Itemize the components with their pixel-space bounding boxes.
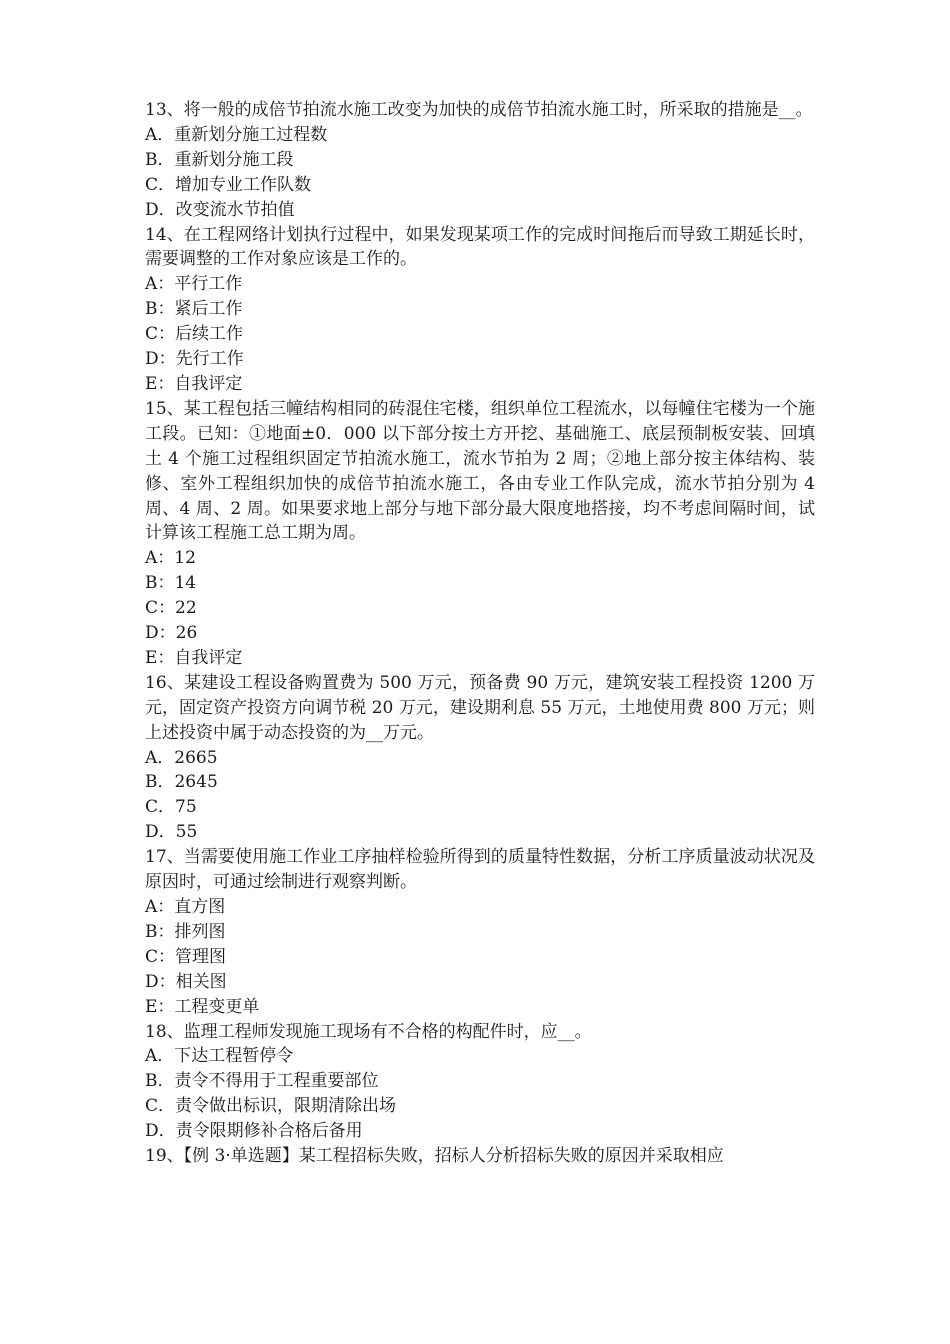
option-d: D．改变流水节拍值 (145, 199, 295, 220)
option-b: B．责令不得用于工程重要部位 (145, 1071, 379, 1092)
option-e: E：自我评定 (145, 373, 243, 394)
option-c: C：管理图 (145, 946, 227, 967)
option-b: B：排列图 (145, 921, 226, 942)
option-b: B：紧后工作 (145, 299, 243, 320)
question-stem: 18、监理工程师发现施工现场有不合格的构配件时，应__。 (145, 1021, 592, 1042)
question-stem: 16、某建设工程设备购置费为 500 万元，预备费 90 万元，建筑安装工程投资 1200 万元，固定资产投资方向调节税 20 万元，建设期利息 55 万元，土地使用费 800 万元；则上述投资中属于动态投资的为__万元。 (145, 672, 815, 743)
option-a: A．下达工程暂停令 (145, 1046, 294, 1067)
option-c: C．75 (145, 797, 197, 818)
question-15 (145, 397, 815, 671)
option-d: D：26 (145, 623, 198, 644)
question-16 (145, 671, 815, 845)
question-stem: 13、将一般的成倍节拍流水施工改变为加快的成倍节拍流水施工时，所采取的措施是__。 (145, 100, 813, 120)
option-b: B．2645 (145, 772, 218, 793)
option-e: E：自我评定 (145, 647, 243, 668)
option-a: A：12 (145, 548, 196, 569)
option-c: C：后续工作 (145, 324, 244, 345)
question-stem: 15、某工程包括三幢结构相同的砖混住宅楼，组织单位工程流水，以每幢住宅楼为一个施工段。已知：①地面±0．000 以下部分按土方开挖、基础施工、底层预制板安装、回填土 4 个施工过程组织固定节拍流水施工，流水节拍为 2 周；②地上部分按主体结构、装修、室外工程组织加快的成倍节拍流水施工，各由专业工作队完成，流水节拍分别为 4 周、4 周、2 周。如果要求地上部分与地下部分最大限度地搭接，均不考虑间隔时间，试计算该工程施工总工期为周。 (145, 398, 815, 544)
option-b: B：14 (145, 573, 197, 594)
option-a: A．2665 (145, 747, 218, 768)
option-b: B．重新划分施工段 (145, 149, 294, 170)
option-a: A．重新划分施工过程数 (145, 124, 328, 145)
question-13 (145, 98, 815, 223)
option-d: D：先行工作 (145, 349, 244, 370)
question-stem: 19、【例 3·单选题】某工程招标失败，招标人分析招标失败的原因并采取相应 (145, 1146, 724, 1167)
option-a: A：平行工作 (145, 274, 243, 295)
option-d: D．责令限期修补合格后备用 (145, 1121, 363, 1142)
question-17 (145, 845, 815, 1019)
option-e: E：工程变更单 (145, 996, 260, 1017)
question-18 (145, 1020, 815, 1145)
option-c: C：22 (145, 598, 197, 619)
option-d: D．55 (145, 822, 198, 843)
question-14 (145, 223, 815, 397)
option-c: C．增加专业工作队数 (145, 174, 312, 195)
question-stem: 17、当需要使用施工作业工序抽样检验所得到的质量特性数据，分析工序质量波动状况及原因时，可通过绘制进行观察判断。 (145, 847, 815, 893)
question-19 (145, 1144, 815, 1169)
option-a: A：直方图 (145, 897, 226, 917)
question-stem: 14、在工程网络计划执行过程中，如果发现某项工作的完成时间拖后而导致工期延长时，需要调整的工作对象应该是工作的。 (145, 224, 815, 270)
option-d: D：相关图 (145, 971, 227, 992)
question-list (145, 98, 815, 1169)
option-c: C．责令做出标识，限期清除出场 (145, 1096, 397, 1117)
